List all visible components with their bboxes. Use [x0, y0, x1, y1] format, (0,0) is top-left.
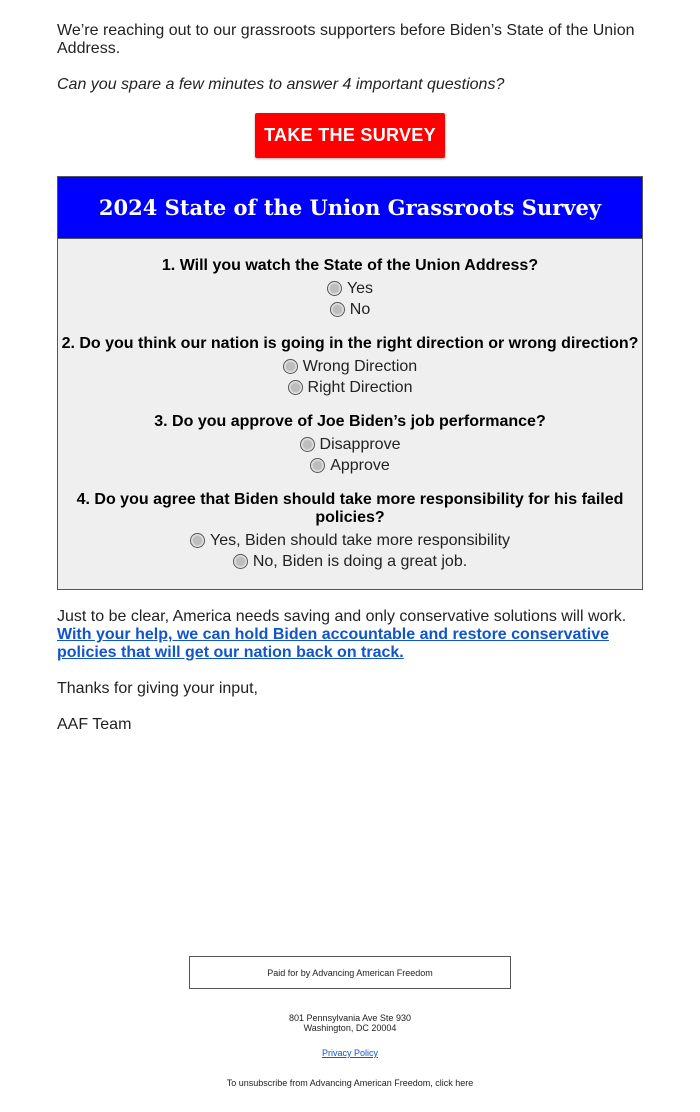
- option-label: Wrong Direction: [302, 357, 418, 375]
- radio-icon[interactable]: [283, 359, 298, 374]
- signoff: AAF Team: [57, 716, 132, 733]
- unsubscribe-text[interactable]: To unsubscribe from Advancing American Freedom, click here: [226, 1078, 474, 1088]
- take-survey-button[interactable]: TAKE THE SURVEY: [255, 113, 445, 158]
- option-label: Disapprove: [319, 435, 401, 453]
- radio-icon[interactable]: [288, 380, 303, 395]
- address: [0, 1013, 700, 1033]
- closing-text: [57, 608, 643, 662]
- question-4: [68, 491, 632, 572]
- option-q3-disapprove[interactable]: [58, 434, 642, 455]
- option-q1-no[interactable]: [58, 299, 642, 320]
- address-line-1: 801 Pennsylvania Ave Ste 930: [289, 1013, 411, 1023]
- option-q4-yes[interactable]: [68, 530, 632, 551]
- option-q3-approve[interactable]: [58, 455, 642, 476]
- privacy-wrap: [0, 1048, 700, 1058]
- option-label: Yes, Biden should take more responsibility: [209, 531, 511, 549]
- survey-title: 2024 State of the Union Grassroots Survey: [58, 177, 642, 239]
- option-label: Right Direction: [307, 378, 413, 396]
- question-title: 2. Do you think our nation is going in the right direction or wrong direction?: [61, 335, 639, 352]
- survey-box: [57, 176, 643, 590]
- radio-icon[interactable]: [233, 554, 248, 569]
- radio-icon[interactable]: [190, 533, 205, 548]
- accountability-link[interactable]: With your help, we can hold Biden accountable and restore conservative policies that will get our nation back on track.: [57, 626, 609, 661]
- option-q4-no[interactable]: [68, 551, 632, 572]
- option-label: Yes: [346, 279, 374, 297]
- question-3: [58, 413, 642, 476]
- closing-statement: Just to be clear, America needs saving and only conservative solutions will work.: [57, 608, 627, 625]
- radio-icon[interactable]: [330, 302, 345, 317]
- option-q1-yes[interactable]: [58, 278, 642, 299]
- radio-icon[interactable]: [310, 458, 325, 473]
- intro-text: We’re reaching out to our grassroots supporters before Biden’s State of the Union Address.: [57, 22, 635, 57]
- paid-for-box: Paid for by Advancing American Freedom: [189, 956, 511, 989]
- option-label: Approve: [330, 456, 390, 474]
- thanks-text: Thanks for giving your input,: [57, 680, 258, 697]
- intro-question: Can you spare a few minutes to answer 4 important questions?: [57, 76, 505, 93]
- question-title: 4. Do you agree that Biden should take more responsibility for his failed policies?: [76, 491, 624, 526]
- privacy-policy-link[interactable]: Privacy Policy: [321, 1048, 378, 1058]
- question-2: [58, 335, 642, 398]
- question-1: [58, 257, 642, 320]
- question-title: 3. Do you approve of Joe Biden’s job performance?: [154, 413, 546, 430]
- option-q2-wrong[interactable]: [58, 356, 642, 377]
- option-label: No, Biden is doing a great job.: [252, 552, 468, 570]
- radio-icon[interactable]: [327, 281, 342, 296]
- address-line-2: Washington, DC 20004: [303, 1023, 397, 1033]
- option-label: No: [349, 300, 371, 318]
- radio-icon[interactable]: [300, 437, 315, 452]
- question-title: 1. Will you watch the State of the Union Address?: [161, 257, 539, 274]
- option-q2-right[interactable]: [58, 377, 642, 398]
